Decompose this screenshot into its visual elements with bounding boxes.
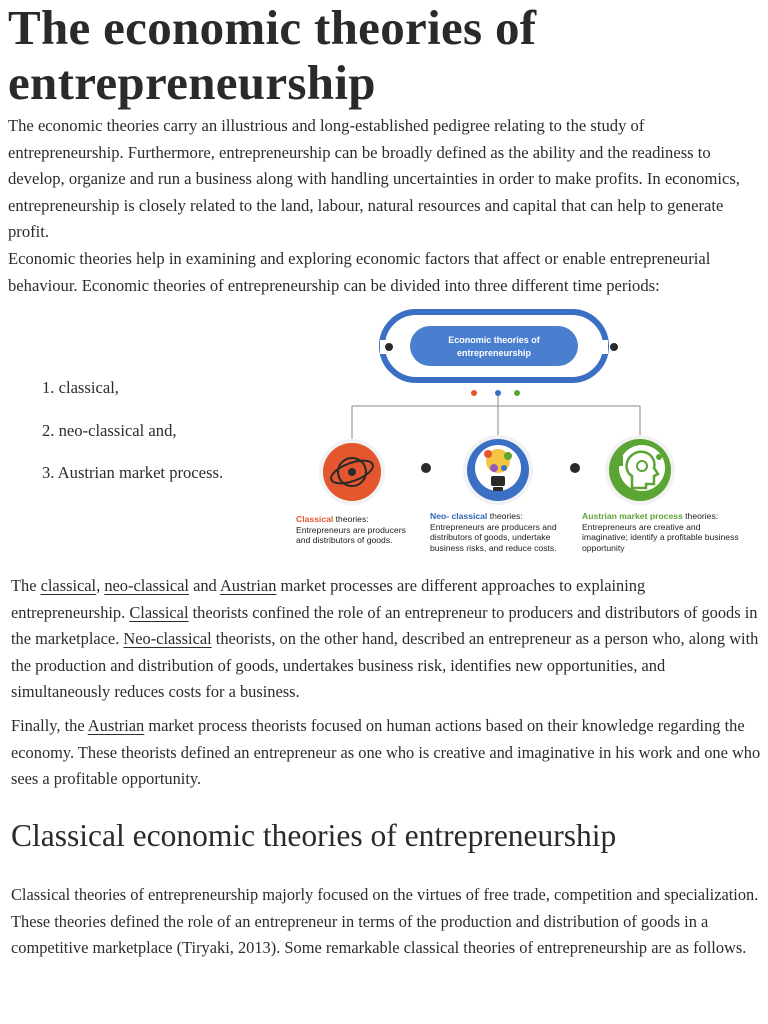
classical-label: Classical (296, 514, 334, 524)
connector-dot-orange (471, 390, 477, 396)
text-run: theorists confined the role of an entrepreneur to producers and distributors of goods in the marketplace. (11, 602, 758, 648)
neo-classical-label: Neo- classical (430, 511, 488, 521)
list-item: 2. neo-classical and, (42, 420, 177, 440)
banner-pill (410, 326, 578, 366)
text-run: market processes are different approaches to explaining entrepreneurship. (11, 576, 646, 622)
list-item: 1. classical, (42, 378, 119, 397)
austrian-suffix: theories: (682, 511, 719, 521)
banner-text-line-2: entrepreneurship (456, 348, 532, 358)
classical-theorists-link[interactable]: Classical (129, 602, 189, 622)
austrian-paragraph (11, 713, 763, 793)
text-run: Finally, the (11, 716, 88, 735)
austrian-theorists-link[interactable]: Austrian (87, 716, 145, 735)
classical-link[interactable]: classical (40, 576, 97, 595)
intro-paragraph-1: The economic theories carry an illustrious and long-established pedigree relating to the study of entrepreneurship. Furthermore, entrepreneurship can be broadly defined as the ability and the readiness to develop, organize and run a business along with handling uncertainties in order to make profits. In economics, entrepreneurship is closely related to the land, labour, natural resources and capital that can help to generate profit. (8, 116, 740, 241)
list-item: 3. Austrian market process. (42, 463, 224, 482)
text-run: The (11, 576, 41, 595)
austrian-label: Austrian market process (582, 511, 683, 521)
banner-text-line-1: Economic theories of (448, 335, 540, 345)
theories-infographic (288, 306, 748, 562)
neo-classical-suffix: theories: (487, 511, 523, 521)
separator-dot (421, 463, 431, 473)
neo-classical-link[interactable]: neo-classical (104, 576, 189, 595)
banner-dot-right (610, 343, 618, 351)
classical-suffix: theories: (333, 514, 369, 524)
text-run: , (96, 576, 105, 595)
classical-caption (296, 514, 421, 546)
austrian-link[interactable]: Austrian (219, 576, 277, 595)
banner-dot-left (385, 343, 393, 351)
neo-classical-desc: Entrepreneurs are producers and distributors of goods, undertake business risks, and reduce costs. (430, 521, 557, 553)
section-paragraph: Classical theories of entrepreneurship majorly focused on the virtues of free trade, competition and specialization. These theories defined the role of an entrepreneur in terms of the production and distribution of goods in a competitive marketplace (Tiryaki, 2013). Some remarkable classical theories of entrepreneurship are as follows. (11, 885, 759, 957)
comparison-paragraph (11, 573, 763, 706)
connector-dot-blue (495, 390, 501, 396)
lightbulb-icon (463, 435, 533, 505)
separator-dot (570, 463, 580, 473)
intro-paragraph-2: Economic theories help in examining and exploring economic factors that affect or enable entrepreneurial behaviour. Economic theories of entrepreneurship can be divided into three different time periods: (8, 249, 711, 295)
classical-desc: Entrepreneurs are producers and distributors of goods. (296, 524, 406, 546)
austrian-desc: Entrepreneurs are creative and imaginative; identify a profitable business opportunity (582, 521, 739, 553)
section-heading: Classical economic theories of entrepreneurship (11, 818, 617, 853)
head-gears-icon (605, 435, 675, 505)
periods-list (42, 378, 223, 506)
globe-icon (319, 439, 385, 505)
text-run: and (188, 576, 220, 595)
austrian-caption (582, 511, 742, 553)
neo-classical-caption (430, 511, 570, 553)
connector-dot-green (514, 390, 520, 396)
text-run: theorists, on the other hand, described an entrepreneur as a person who, along with the production and distribution of goods, undertakes business risk, identifies new opportunities, and simultaneously reduces costs for a business. (11, 629, 759, 701)
article-title: The economic theories of entrepreneurship (8, 0, 537, 110)
neo-classical-theorists-link[interactable]: Neo-classical (123, 629, 212, 648)
text-run: market process theorists focused on human actions based on their knowledge regarding the economy. These theorists defined an entrepreneur as one who is creative and imaginative in his work and one who sees a profitable opportunity. (11, 716, 761, 788)
